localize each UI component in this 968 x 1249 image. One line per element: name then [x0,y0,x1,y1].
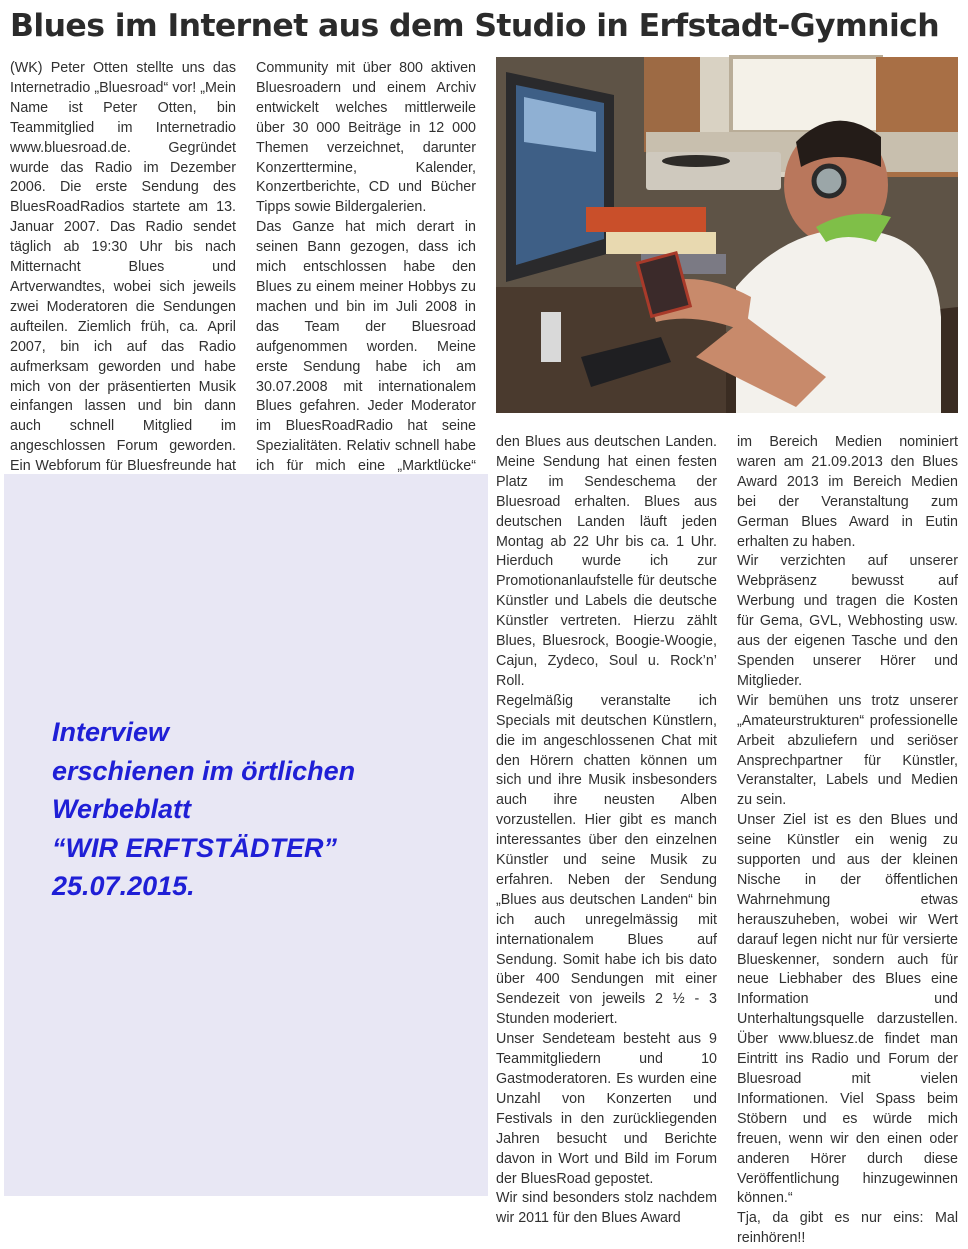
note-line: 25.07.2015. [52,871,195,901]
column3-paragraph: den Blues aus deutschen Landen. Meine Sendung hat einen festen Platz im Sendeschema der Bluesroad erhalten. Blues aus deutschen Landen läuft jeden Montag ab 22 Uhr bis ca. 1 Uhr. Hierduch wurde ich zur Promotionanlaufstelle für deutsche Künstler und Labels die deutsche Künstler vertreten. Hierzu zählt Blues, Bluesrock, Boogie-Woogie, Cajun, Zydeco, Soul u. Rock’n’ Roll. [496,434,717,689]
note-line: erschienen im örtlichen [52,755,356,786]
column2-paragraph: Das Ganze hat mich derart in seinen Bann gezogen, dass ich mich entschlossen habe den Blues zu einem meiner Hobbys zu machen und bin im Juli 2008 in das Team der Bluesroad aufgenommen worden. Meine erste Sendung habe ich am 30.07.2008 mit internationalem Blues gefahren. Jeder Moderator im BluesRoadRadio hat seine Spezialitäten. Relativ schnell habe ich für mich eine „Marktlücke“ [256,219,476,475]
column2-paragraph: Community mit über 800 aktiven Bluesroadern und einem Archiv entwickelt welches mittlerweile über 30 000 Beiträge in 12 000 Themen verzeichnet, darunter Konzerttermine, Kalender, Konzertberichte, CD und Bücher Tipps sowie Bildergalerien. [256,60,476,216]
note-line: “WIR ERFTSTÄDTER” [52,832,337,863]
column4-paragraph: Wir verzichten auf unserer Webpräsenz bewusst auf Werbung und tragen die Kosten für Gema, GVL, Webhosting usw. aus der eigenen Tasche und den Spenden unserer Hörer und Mitglieder. [737,553,958,689]
column4-paragraph: Tja, da gibt es nur eins: Mal reinhören!! [737,1210,958,1247]
article-column-1 [10,59,236,479]
article-column-3 [496,433,717,1227]
article-headline: Blues im Internet aus dem Studio in Erfstadt-Gymnich [10,8,940,44]
column4-paragraph: im Bereich Medien nominiert waren am 21.09.2013 den Blues Award 2013 im Bereich Medien bei der Veranstaltung zum German Blues Award in Eutin erhalten zu haben. [737,434,958,550]
note-line: Interview [52,717,170,747]
note-line: Werbeblatt [52,794,192,824]
studio-photo [496,57,958,413]
column4-paragraph: Unser Ziel ist es den Blues und seine Künstler ein wenig zu supporten und aus der kleinen Nische in der öffentlichen Wahrnehmung etwas herauszuheben, wobei wir Wert darauf legen nicht nur für versierte Blueskenner, sondern auch für neue Liebhaber des Blues eine Information und Unterhaltungsquelle darzustellen. Über www.bluesz.de findet man Eintritt ins Radio und Forum der Bluesroad mit vielen Informationen. Viel Spass beim Stöbern und es würde mich freuen, wenn wir den einen oder anderen Hörer durch diese Veröffentlichung hinzugewinnen können.“ [737,812,958,1207]
column1-paragraph: (WK) Peter Otten stellte uns das Internetradio „Bluesroad“ vor! „Mein Name ist Peter Otten, bin Teammitglied im Internetradio www.bluesroad.de. Gegründet wurde das Radio im Dezember 2006. Die erste Sendung des BluesRoadRadios startete am 13. Januar 2007. Das Radio sendet täglich ab 19:30 Uhr bis nach Mitternacht Blues und Artverwandtes, wobei sich jeweils zwei Moderatoren die Sendungen aufteilen. Ziemlich früh, ca. April 2007, bin ich auf das Radio aufmerksam geworden und habe mich von der präsentierten Musik einfangen lassen und bin dann auch schnell Mitglied im angeschlossen Forum geworden. Ein Webforum für Bluesfreunde hat [10,60,236,475]
studio-photo-illustration [496,57,958,413]
annotation-note [52,713,472,906]
article-column-2 [256,59,476,479]
column3-paragraph: Unser Sendeteam besteht aus 9 Teammitgliedern und 10 Gastmoderatoren. Es wurden eine Unzahl von Konzerten und Festivals in den zurückliegenden Jahren besucht und Berichte davon in Wort und Bild im Forum der BluesRoad gepostet. [496,1031,717,1187]
article-column-4 [737,433,958,1247]
column3-paragraph: Wir sind besonders stolz nachdem wir 2011 für den Blues Award [496,1190,717,1227]
column3-paragraph: Regelmäßig veranstalte ich Specials mit deutschen Künstlern, die im angeschlossenen Chat mit den Hörern chatten können um sich und ihre Musik insbesonders auch ihre neusten Alben vorzustellen. Hier gibt es manch interessantes über den einzelnen Künstler und seine Musik zu erfahren. Neben der Sendung „Blues aus deutschen Landen“ bin ich auch unregelmässig mit internationalem Blues auf Sendung. Somit habe ich bis dato über 400 Sendungen mit einer Sendezeit von jeweils 2 ½ - 3 Stunden moderiert. [496,692,717,1028]
column4-paragraph: Wir bemühen uns trotz unserer „Amateurstrukturen“ professionelle Arbeit abzuliefern und seriöser Ansprechpartner für Künstler, Veranstalter, Labels und Medien zu sein. [737,692,958,809]
